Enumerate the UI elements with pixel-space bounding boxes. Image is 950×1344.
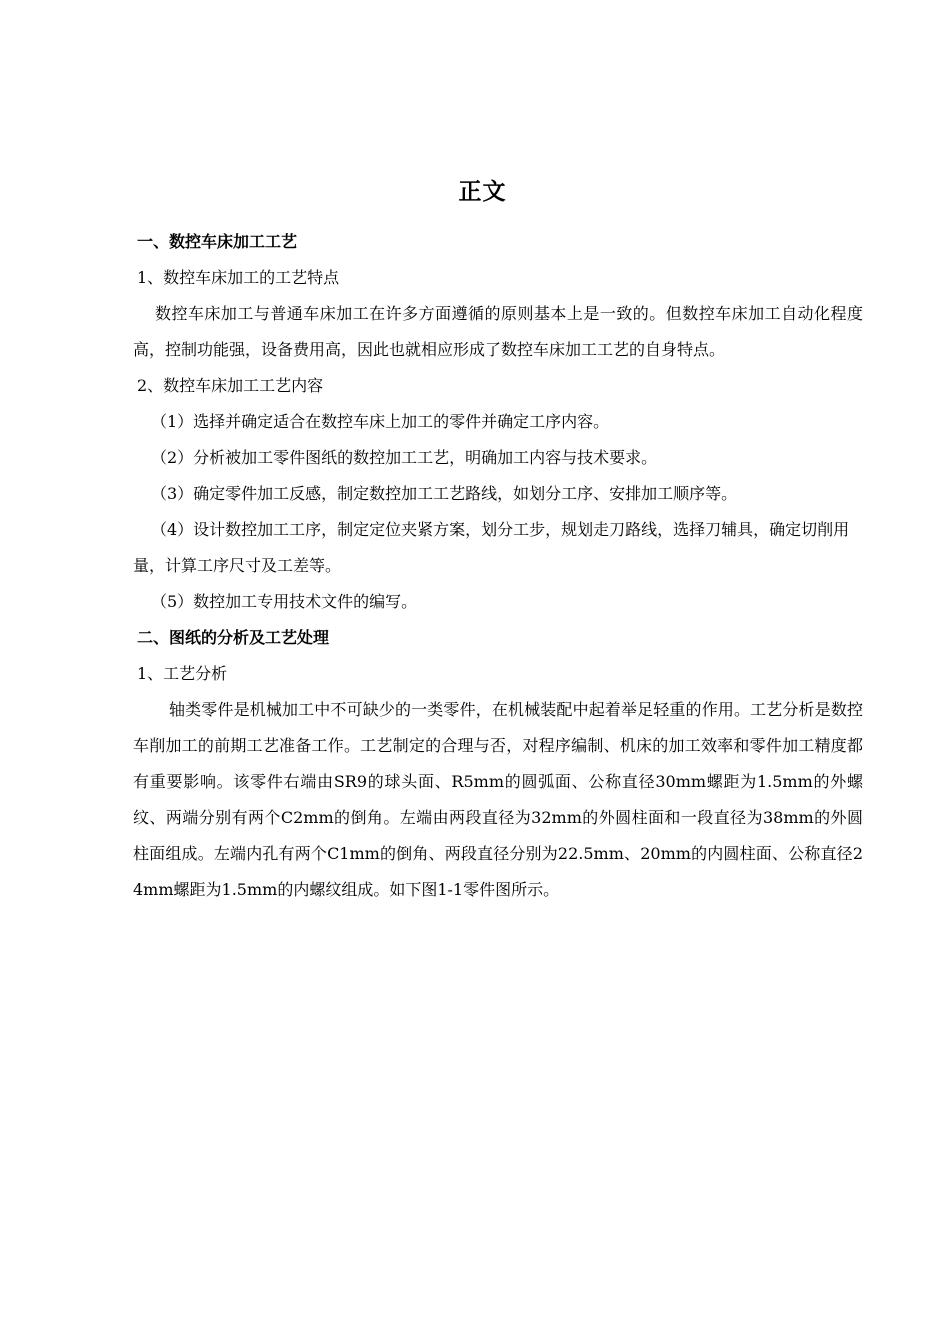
section-heading-1: 一、数控车床加工工艺 bbox=[137, 232, 298, 251]
section-heading-2: 二、图纸的分析及工艺处理 bbox=[137, 628, 330, 647]
document-body bbox=[133, 224, 863, 908]
list-item: （5）数控加工专用技术文件的编写。 bbox=[151, 592, 418, 611]
subsection-heading-2-1: 1、工艺分析 bbox=[137, 664, 228, 683]
list-item: （2）分析被加工零件图纸的数控加工工艺，明确加工内容与技术要求。 bbox=[151, 448, 658, 467]
paragraph-1-1: 数控车床加工与普通车床加工在许多方面遵循的原则基本上是一致的。但数控车床加工自动化程度高，控制功能强，设备费用高，因此也就相应形成了数控车床加工工艺的自身特点。 bbox=[133, 304, 863, 359]
list-item: （3）确定零件加工反感，制定数控加工工艺路线，如划分工序、安排加工顺序等。 bbox=[151, 484, 738, 503]
paragraph-2-1: 轴类零件是机械加工中不可缺少的一类零件，在机械装配中起着举足轻重的作用。工艺分析是数控车削加工的前期工艺准备工作。工艺制定的合理与否，对程序编制、机床的加工效率和零件加工精度都有重要影响。该零件右端由SR9的球头面、R5mm的圆弧面、公称直径30mm螺距为1.5mm的外螺纹、两端分别有两个C2mm的倒角。左端由两段直径为32mm的外圆柱面和一段直径为38mm的外圆柱面组成。左端内孔有两个C1mm的倒角、两段直径分别为22.5mm、20mm的内圆柱面、公称直径24mm螺距为1.5mm的内螺纹组成。如下图1-1零件图所示。 bbox=[133, 700, 863, 899]
subsection-heading-1-1: 1、数控车床加工的工艺特点 bbox=[137, 268, 340, 287]
list-item: （4）设计数控加工工序，制定定位夹紧方案，划分工步，规划走刀路线，选择刀辅具，确定切削用量，计算工序尺寸及工差等。 bbox=[133, 520, 850, 575]
list-item: （1）选择并确定适合在数控车床上加工的零件并确定工序内容。 bbox=[151, 412, 610, 431]
page-title: 正文 bbox=[458, 179, 507, 205]
subsection-heading-1-2: 2、数控车床加工工艺内容 bbox=[137, 376, 324, 395]
